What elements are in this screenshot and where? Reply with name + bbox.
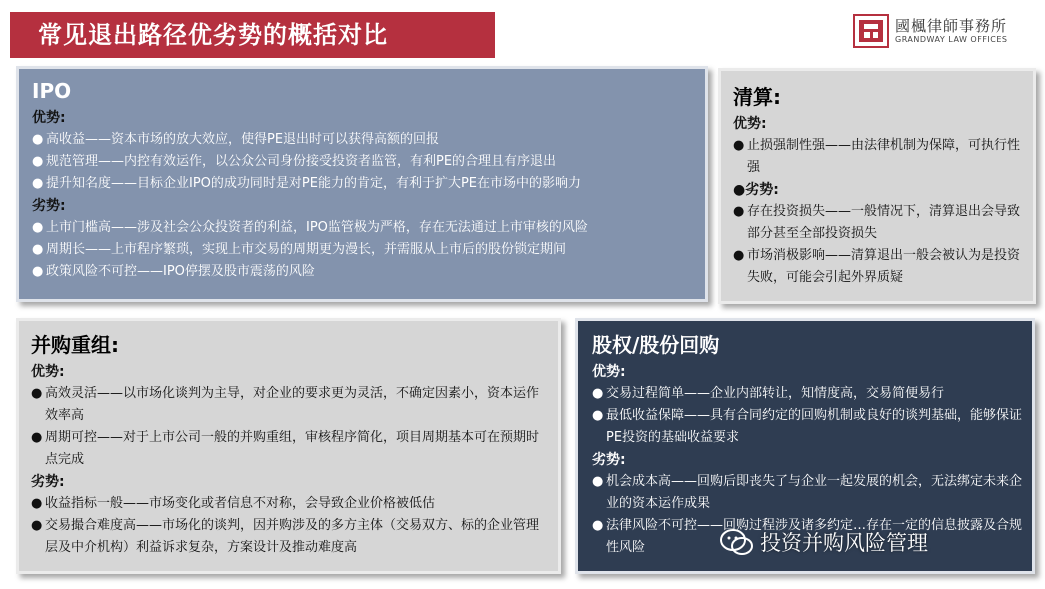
bullet-icon: ● [733, 138, 745, 153]
list-item: ● 上市门槛高——涉及社会公众投资者的利益，IPO监管极为严格，存在无法通过上市审核的风险 [32, 217, 695, 239]
liquidation-adv-list [733, 135, 1023, 179]
list-item: ● 周期可控——对于上市公司一般的并购重组，审核程序简化，项目周期基本可在预期时点完成 [31, 427, 548, 471]
buyback-dis-label: 劣势: [592, 452, 626, 468]
liquidation-dis-label: ●劣势: [733, 182, 779, 198]
firm-name-en: GRANDWAY LAW OFFICES [895, 35, 1008, 44]
merger-title: 并购重组: [31, 333, 119, 357]
bullet-icon: ● [32, 132, 44, 147]
buyback-adv-list [592, 383, 1022, 449]
bullet-icon: ● [592, 474, 604, 489]
liquidation-adv-label: 优势: [733, 116, 767, 132]
merger-adv-label: 优势: [31, 364, 65, 380]
ipo-adv-list [32, 129, 695, 195]
list-item: ● 交易过程简单——企业内部转让，知情度高，交易简便易行 [592, 383, 1022, 405]
firm-logo-icon [853, 14, 889, 48]
bullet-icon: ● [32, 154, 44, 169]
list-item: ● 市场消极影响——清算退出一般会被认为是投资失败，可能会引起外界质疑 [733, 245, 1023, 289]
bullet-icon: ● [733, 204, 745, 219]
bullet-icon: ● [592, 518, 604, 533]
firm-logo [853, 14, 1033, 48]
page-title: 常见退出路径优劣势的概括对比 [10, 12, 495, 58]
bullet-icon: ● [31, 496, 43, 511]
list-item: ● 机会成本高——回购后即丧失了与企业一起发展的机会，无法绑定未来企业的资本运作成果 [592, 471, 1022, 515]
merger-dis-list [31, 493, 548, 559]
list-item: ● 法律风险不可控——回购过程涉及诸多约定…存在一定的信息披露及合规性风险 [592, 515, 1022, 559]
bullet-icon: ● [32, 220, 44, 235]
ipo-panel [16, 66, 708, 302]
list-item: ● 止损强制性强——由法律机制为保障，可执行性强 [733, 135, 1023, 179]
bullet-icon: ● [31, 386, 43, 401]
buyback-adv-label: 优势: [592, 364, 626, 380]
list-item: ● 收益指标一般——市场变化或者信息不对称，会导致企业价格被低估 [31, 493, 548, 515]
list-item: ● 存在投资损失——一般情况下，清算退出会导致部分甚至全部投资损失 [733, 201, 1023, 245]
ipo-dis-label: 劣势: [32, 198, 66, 214]
liquidation-dis-list [733, 201, 1023, 289]
merger-dis-label: 劣势: [31, 474, 65, 490]
list-item: ● 最低收益保障——具有合同约定的回购机制或良好的谈判基础，能够保证PE投资的基础收益要求 [592, 405, 1022, 449]
bullet-icon: ● [592, 408, 604, 423]
merger-adv-list [31, 383, 548, 471]
wechat-icon [720, 528, 754, 558]
bullet-icon: ● [32, 176, 44, 191]
liquidation-title: 清算: [733, 85, 781, 109]
ipo-adv-label: 优势: [32, 110, 66, 126]
list-item: ● 高收益——资本市场的放大效应，使得PE退出时可以获得高额的回报 [32, 129, 695, 151]
list-item: ● 政策风险不可控——IPO停摆及股市震荡的风险 [32, 261, 695, 283]
list-item: ● 周期长——上市程序繁琐，实现上市交易的周期更为漫长，并需服从上市后的股份锁定期间 [32, 239, 695, 261]
ipo-title: IPO [32, 79, 72, 103]
list-item: ● 规范管理——内控有效运作，以公众公司身份接受投资者监管，有利PE的合理且有序退出 [32, 151, 695, 173]
bullet-icon: ● [31, 518, 43, 533]
list-item: ● 交易撮合难度高——市场化的谈判，因并购涉及的多方主体（交易双方、标的企业管理层及中介机构）利益诉求复杂，方案设计及推动难度高 [31, 515, 548, 559]
ipo-dis-list [32, 217, 695, 283]
list-item: ● 高效灵活——以市场化谈判为主导，对企业的要求更为灵活，不确定因素小，资本运作效率高 [31, 383, 548, 427]
bullet-icon: ● [31, 430, 43, 445]
watermark-text: 投资并购风险管理 [760, 531, 928, 555]
bullet-icon: ● [733, 248, 745, 263]
merger-panel [16, 318, 561, 574]
list-item: ● 提升知名度——目标企业IPO的成功同时是对PE能力的肯定，有利于扩大PE在市场中的影响力 [32, 173, 695, 195]
bullet-icon: ● [592, 386, 604, 401]
liquidation-panel [718, 68, 1036, 304]
buyback-title: 股权/股份回购 [592, 333, 720, 357]
firm-name-cn: 國楓律師事務所 [895, 17, 1008, 35]
bullet-icon: ● [32, 264, 44, 279]
bullet-icon: ● [32, 242, 44, 257]
